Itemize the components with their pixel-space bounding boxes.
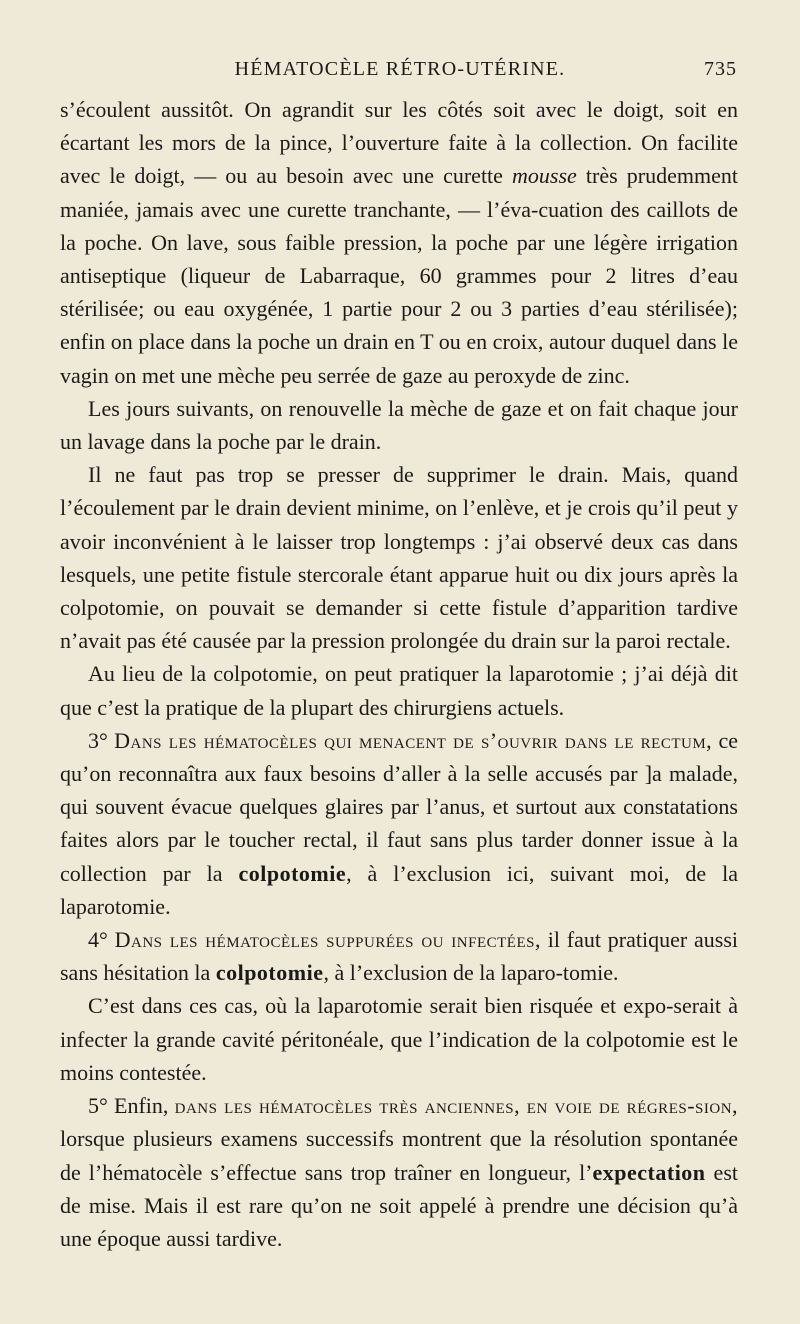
item-number: 3°: [88, 727, 108, 753]
text-run: , à l’exclusion de la laparo-tomie.: [323, 960, 619, 986]
paragraph-3: Il ne faut pas trop se presser de supprimer le drain. Mais, quand l’écoulement par le drain devient minime, on l’enlève, et je crois qu’il peut y avoir inconvénient à le laisser trop longtemps : j’ai observé deux cas dans lesquels, une petite fistule stercorale étant apparue huit ou dix jours après la colpotomie, on pouvait se demander si cette fistule d’apparition tardive n’avait pas été causée par la pression prolongée du drain sur la paroi rectale.: [60, 462, 738, 654]
paragraph-5: [60, 724, 738, 923]
bold-term: colpotomie: [215, 960, 324, 986]
paragraph-4: Au lieu de la colpotomie, on peut pratiquer la laparotomie ; j’ai déjà dit que c’est la pratique de la plupart des chirurgiens actuels.: [60, 661, 738, 720]
paragraph-7: C’est dans ces cas, où la laparotomie serait bien risquée et expo-serait à infecter la grande cavité péritonéale, que l’indication de la colpotomie est le moins contestée.: [60, 993, 738, 1085]
bold-term: expectation: [592, 1159, 706, 1185]
section-heading: Dans les hématocèles qui menacent de s’ouvrir dans le rectum,: [114, 727, 713, 753]
text-run: , à l’exclusion ici, suivant moi, de la laparotomie.: [60, 860, 738, 919]
section-heading: Dans les hématocèles suppurées ou infectées,: [114, 927, 541, 953]
text-run: ce qu’on reconnaîtra aux faux besoins d’aller à la selle accusés par ]a malade, qui souvent évacue quelques glaires par l’anus, et surtout aux constatations faites alors par le toucher rectal, il faut sans plus tarder donner issue à la collection par la: [60, 727, 739, 886]
paragraph-2: Les jours suivants, on renouvelle la mèche de gaze et on fait chaque jour un lavage dans la poche par le drain.: [60, 395, 738, 455]
paragraph-6: [60, 923, 738, 989]
page-number: 735: [704, 58, 737, 80]
section-heading: dans les hématocèles très anciennes, en voie de régres-sion,: [174, 1093, 739, 1119]
text-run: est de mise. Mais il est rare qu’on ne soit appelé à prendre une décision qu’à une époque aussi tardive.: [60, 1159, 738, 1251]
italic-term: mousse: [512, 163, 577, 189]
bold-term: colpotomie: [238, 860, 347, 886]
running-title: HÉMATOCÈLE RÉTRO-UTÉRINE.: [234, 58, 566, 80]
text-run: lorsque plusieurs examens successifs montrent que la résolution spontanée de l’hématocèle s’effectue sans trop traîner en longueur, l’: [60, 1126, 738, 1185]
paragraph-8: [60, 1089, 738, 1255]
lead-word: Enfin,: [114, 1093, 169, 1119]
item-number: 4°: [88, 927, 108, 953]
text-run: il faut pratiquer aussi sans hésitation la: [60, 927, 739, 986]
body-text: [60, 93, 738, 1255]
text-run: très prudemment maniée, jamais avec une curette tranchante, — l’éva-cuation des caillots de la poche. On lave, sous faible pression, la poche par une légère irrigation antiseptique (liqueur de Labarraque, 60 grammes pour 2 litres d’eau stérilisée; ou eau oxygénée, 1 partie pour 2 ou 3 parties d’eau stérilisée); enfin on place dans la poche un drain en T ou en croix, autour duquel dans le vagin on met une mèche peu serrée de gaze au peroxyde de zinc.: [60, 163, 738, 388]
page-header: [0, 58, 800, 84]
item-number: 5°: [88, 1093, 108, 1119]
text-run: s’écoulent aussitôt. On agrandit sur les côtés soit avec le doigt, soit en écartant les mors de la pince, l’ouverture faite à la collection. On facilite avec le doigt, — ou au besoin avec une curette: [60, 97, 738, 189]
paragraph-1: [60, 93, 738, 392]
